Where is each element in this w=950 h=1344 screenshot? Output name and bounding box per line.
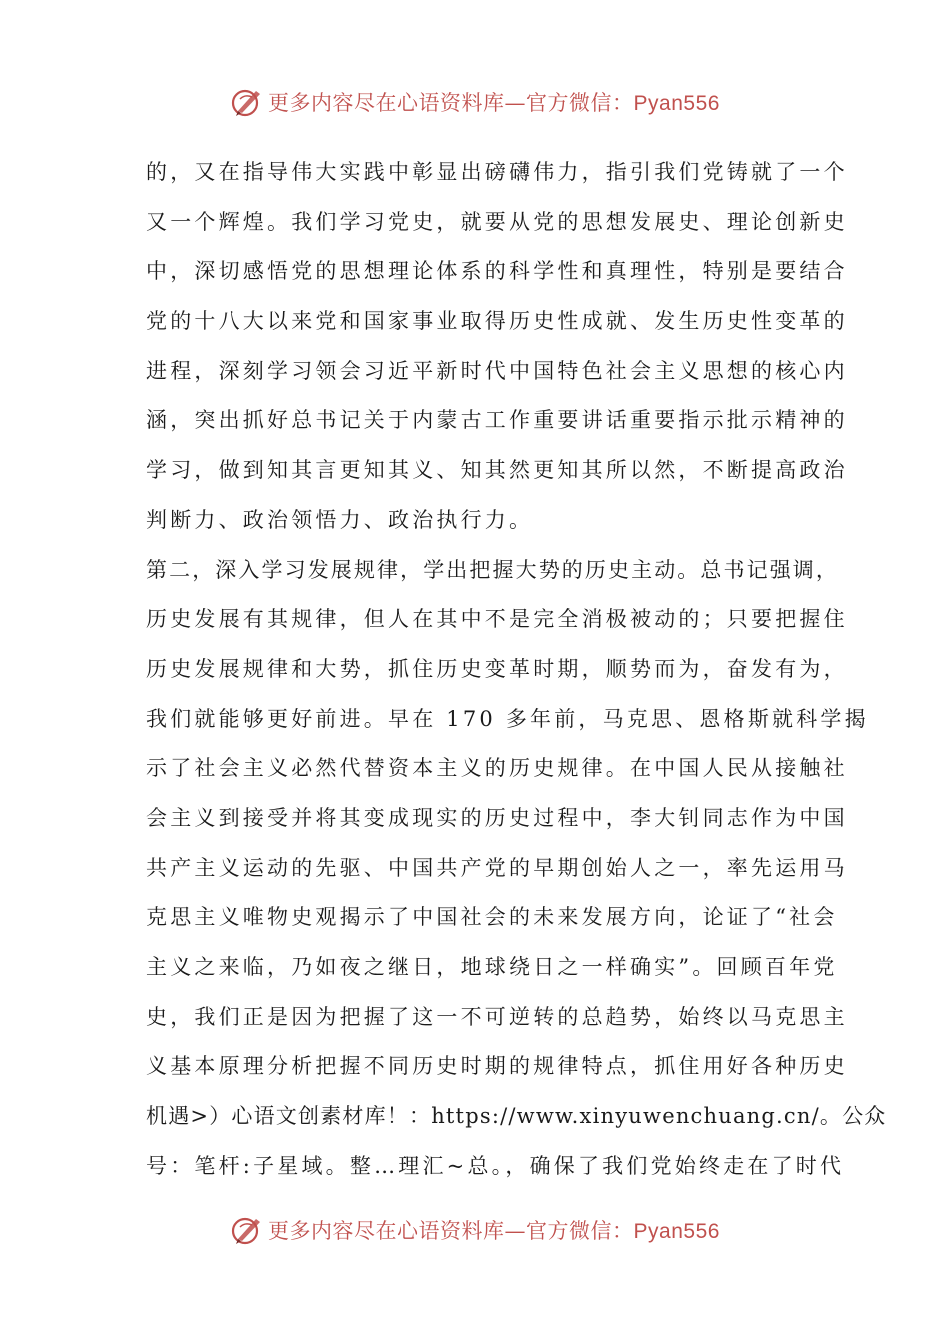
header-watermark-banner	[0, 82, 950, 122]
text-line: 主义之来临，乃如夜之继日，地球绕日之一样确实”。回顾百年党	[146, 955, 838, 979]
text-line: 义基本原理分析把握不同历史时期的规律特点，抓住用好各种历史	[146, 1054, 848, 1079]
text-line: 中，深切感悟党的思想理论体系的科学性和真理性，特别是要结合	[146, 259, 848, 284]
text-line: 我们就能够更好前进。早在 170 多年前，马克思、恩格斯就科学揭	[146, 706, 869, 731]
footer-watermark-text: 更多内容尽在心语资料库—官方微信：Pyan556	[268, 1219, 720, 1243]
text-line: 学习，做到知其言更知其义、知其然更知其所以然，不断提高政治	[146, 458, 848, 483]
header-wechat-id: Pyan556	[633, 92, 720, 115]
text-line: 克思主义唯物史观揭示了中国社会的未来发展方向，论证了“社会	[146, 905, 838, 930]
text-line: 又一个辉煌。我们学习党史，就要从党的思想发展史、理论创新史	[146, 209, 848, 234]
footer-watermark-banner	[0, 1210, 950, 1250]
text-line: 进程，深刻学习领会习近平新时代中国特色社会主义思想的核心内	[146, 358, 848, 383]
text-line: 机遇>）心语文创素材库！：https://www.xinyuwenchuang.cn/。公众	[146, 1104, 887, 1129]
text-line: 党的十八大以来党和国家事业取得历史性成就、发生历史性变革的	[146, 309, 848, 334]
pen-logo-icon	[230, 1213, 264, 1247]
footer-wechat-id: Pyan556	[633, 1220, 720, 1243]
document-body	[146, 148, 887, 1191]
text-line: 史，我们正是因为把握了这一不可逆转的总趋势，始终以马克思主	[146, 1004, 848, 1029]
text-line: 的，又在指导伟大实践中彰显出磅礴伟力，指引我们党铸就了一个	[146, 160, 848, 184]
text-line: 判断力、政治领悟力、政治执行力。	[146, 507, 534, 532]
header-watermark-text: 更多内容尽在心语资料库—官方微信：Pyan556	[268, 91, 720, 115]
text-line: 会主义到接受并将其变成现实的历史过程中，李大钊同志作为中国	[146, 805, 848, 830]
text-line: 第二，深入学习发展规律，学出把握大势的历史主动。总书记强调，	[146, 557, 839, 582]
text-line: 历史发展有其规律，但人在其中不是完全消极被动的；只要把握住	[146, 607, 848, 632]
text-line: 历史发展规律和大势，抓住历史变革时期，顺势而为，奋发有为，	[146, 656, 848, 681]
pen-logo-icon	[230, 85, 264, 119]
text-line: 号：笔杆:子星域。整…理汇~总。，确保了我们党始终走在了时代	[146, 1153, 845, 1178]
text-line: 共产主义运动的先驱、中国共产党的早期创始人之一，率先运用马	[146, 855, 848, 880]
text-line: 示了社会主义必然代替资本主义的历史规律。在中国人民从接触社	[146, 756, 848, 781]
text-line: 涵，突出抓好总书记关于内蒙古工作重要讲话重要指示批示精神的	[146, 408, 848, 433]
